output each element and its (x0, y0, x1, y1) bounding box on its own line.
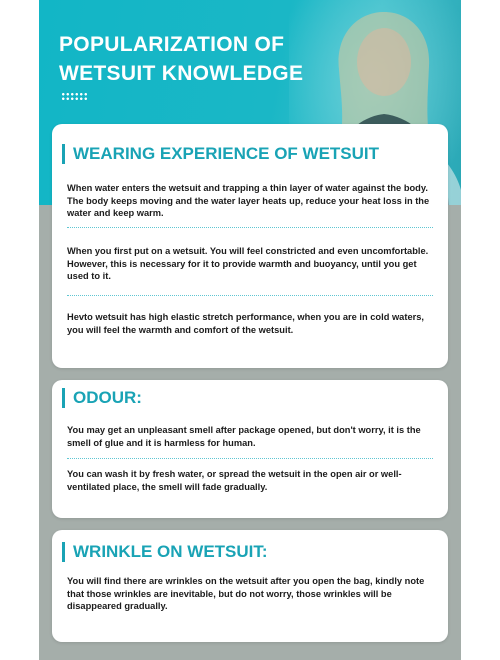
card-odour (52, 380, 448, 518)
section-paragraph: You may get an unpleasant smell after package opened, but don't worry, it is the smell of glue and it is harmless for human. (67, 425, 421, 448)
section-paragraph: You will find there are wrinkles on the wetsuit after you open the bag, kindly note that those wrinkles are inevitable, but do not worry, those wrinkles will be disappeared gradually. (67, 576, 425, 611)
section-paragraph: Hevto wetsuit has high elastic stretch performance, when you are in cold waters, you will feel the warmth and comfort of the wetsuit. (67, 312, 424, 335)
section-paragraph: When you first put on a wetsuit. You will feel constricted and even uncomfortable. However, this is necessary for it to provide warmth and buoyancy, until you get used to it. (67, 246, 429, 281)
infographic-poster (39, 0, 461, 660)
dotted-divider (67, 227, 433, 228)
section-paragraph: You can wash it by fresh water, or spread the wetsuit in the open air or well-ventilated place, the smell will fade gradually. (67, 469, 402, 492)
section-heading: WRINKLE ON WETSUIT: (62, 542, 268, 562)
dot-grid-decoration (61, 92, 87, 102)
card-wearing-experience (52, 124, 448, 368)
section-paragraph: When water enters the wetsuit and trapping a thin layer of water against the body. The body keeps moving and the water layer heats up, reduce your heat loss in the water and keep warm. (67, 183, 430, 218)
section-heading: WEARING EXPERIENCE OF WETSUIT (62, 144, 379, 164)
title-line-1: POPULARIZATION OF (59, 33, 285, 56)
dotted-divider (67, 458, 433, 459)
title-line-2: WETSUIT KNOWLEDGE (59, 62, 304, 85)
dotted-divider (67, 295, 433, 296)
card-wrinkle (52, 530, 448, 642)
page-title (59, 30, 303, 88)
section-heading: ODOUR: (62, 388, 142, 408)
